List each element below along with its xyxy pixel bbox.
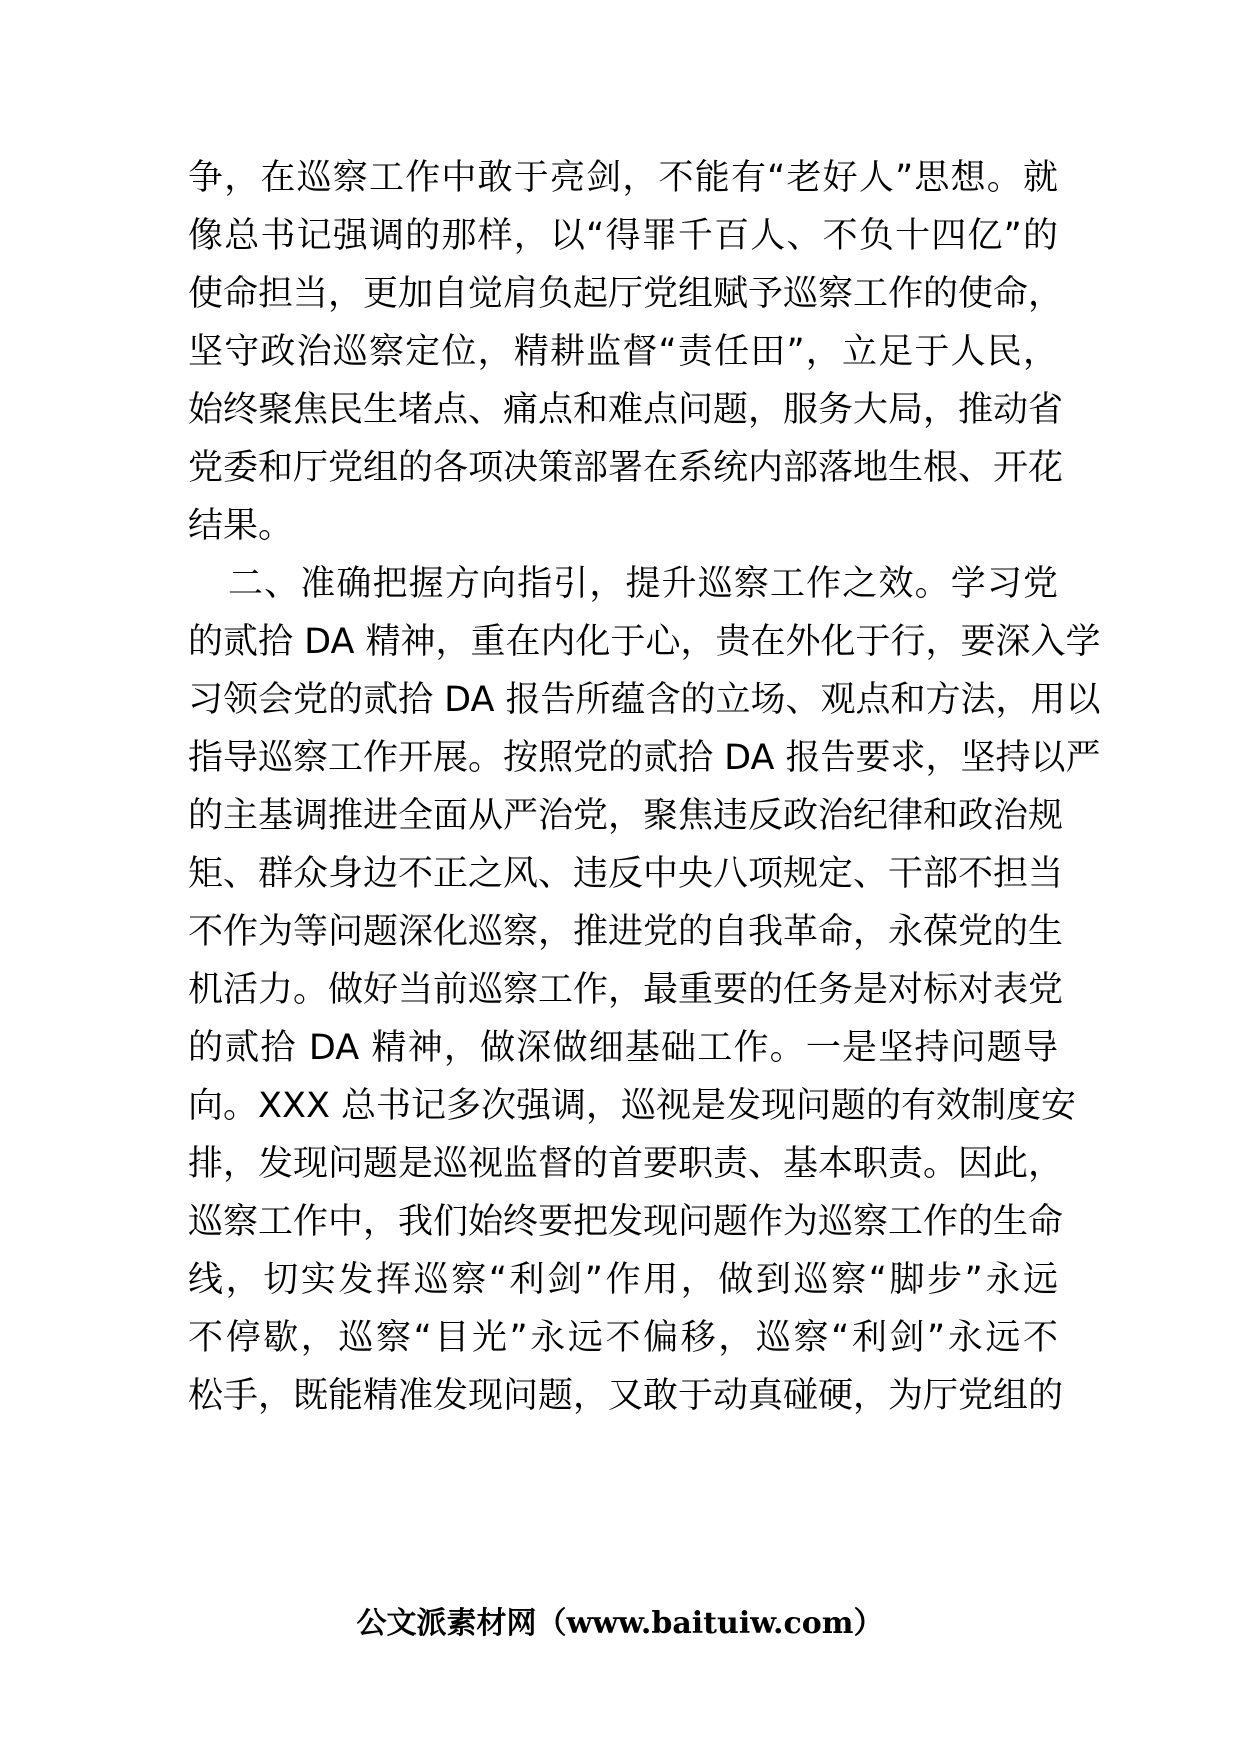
body-text-line: 巡察工作中，我们始终要把发现问题作为巡察工作的生命 bbox=[188, 1202, 1064, 1242]
body-text-line: 指导巡察工作开展。按照党的贰拾 DA 报告要求，坚持以严 bbox=[188, 738, 1101, 778]
body-text-line: 坚守政治巡察定位，精耕监督“责任田”，立足于人民， bbox=[188, 332, 1058, 372]
section-heading-line: 二、准确把握方向指引，提升巡察工作之效。学习党 bbox=[228, 564, 1058, 604]
body-text-line: 的贰拾 DA 精神，重在内化于心，贵在外化于行，要深入学 bbox=[188, 622, 1101, 662]
body-text-line: 像总书记强调的那样，以“得罪千百人、不负十四亿”的 bbox=[188, 216, 1058, 256]
page-footer: 公文派素材网（www.baituiw.com） bbox=[356, 1606, 884, 1641]
body-text-line: 结果。 bbox=[188, 506, 294, 546]
body-text-line: 向。XXX 总书记多次强调，巡视是发现问题的有效制度安 bbox=[188, 1086, 1077, 1126]
body-text-line: 党委和厅党组的各项决策部署在系统内部落地生根、开花 bbox=[188, 448, 1064, 488]
body-text-line: 的贰拾 DA 精神，做深做细基础工作。一是坚持问题导 bbox=[188, 1028, 1059, 1068]
body-text-line: 机活力。做好当前巡察工作，最重要的任务是对标对表党 bbox=[188, 970, 1064, 1010]
body-text-line: 矩、群众身边不正之风、违反中央八项规定、干部不担当 bbox=[188, 854, 1064, 894]
body-text-line: 排，发现问题是巡视监督的首要职责、基本职责。因此， bbox=[188, 1144, 1064, 1184]
body-text-line: 的主基调推进全面从严治党，聚焦违反政治纪律和政治规 bbox=[188, 796, 1064, 836]
body-text-line: 松手，既能精准发现问题，又敢于动真碰硬，为厅党组的 bbox=[188, 1376, 1064, 1416]
body-text-line: 线，切实发挥巡察“利剑”作用，做到巡察“脚步”永远 bbox=[188, 1260, 1058, 1300]
body-text-line: 不停歇，巡察“目光”永远不偏移，巡察“利剑”永远不 bbox=[188, 1318, 1058, 1358]
body-text-line: 使命担当，更加自觉肩负起厅党组赋予巡察工作的使命， bbox=[188, 274, 1064, 314]
body-text-line: 始终聚焦民生堵点、痛点和难点问题，服务大局，推动省 bbox=[188, 390, 1064, 430]
body-text-line: 争，在巡察工作中敢于亮剑，不能有“老好人”思想。就 bbox=[188, 158, 1058, 198]
body-text-line: 不作为等问题深化巡察，推进党的自我革命，永葆党的生 bbox=[188, 912, 1064, 952]
body-text-line: 习领会党的贰拾 DA 报告所蕴含的立场、观点和方法，用以 bbox=[188, 680, 1101, 720]
